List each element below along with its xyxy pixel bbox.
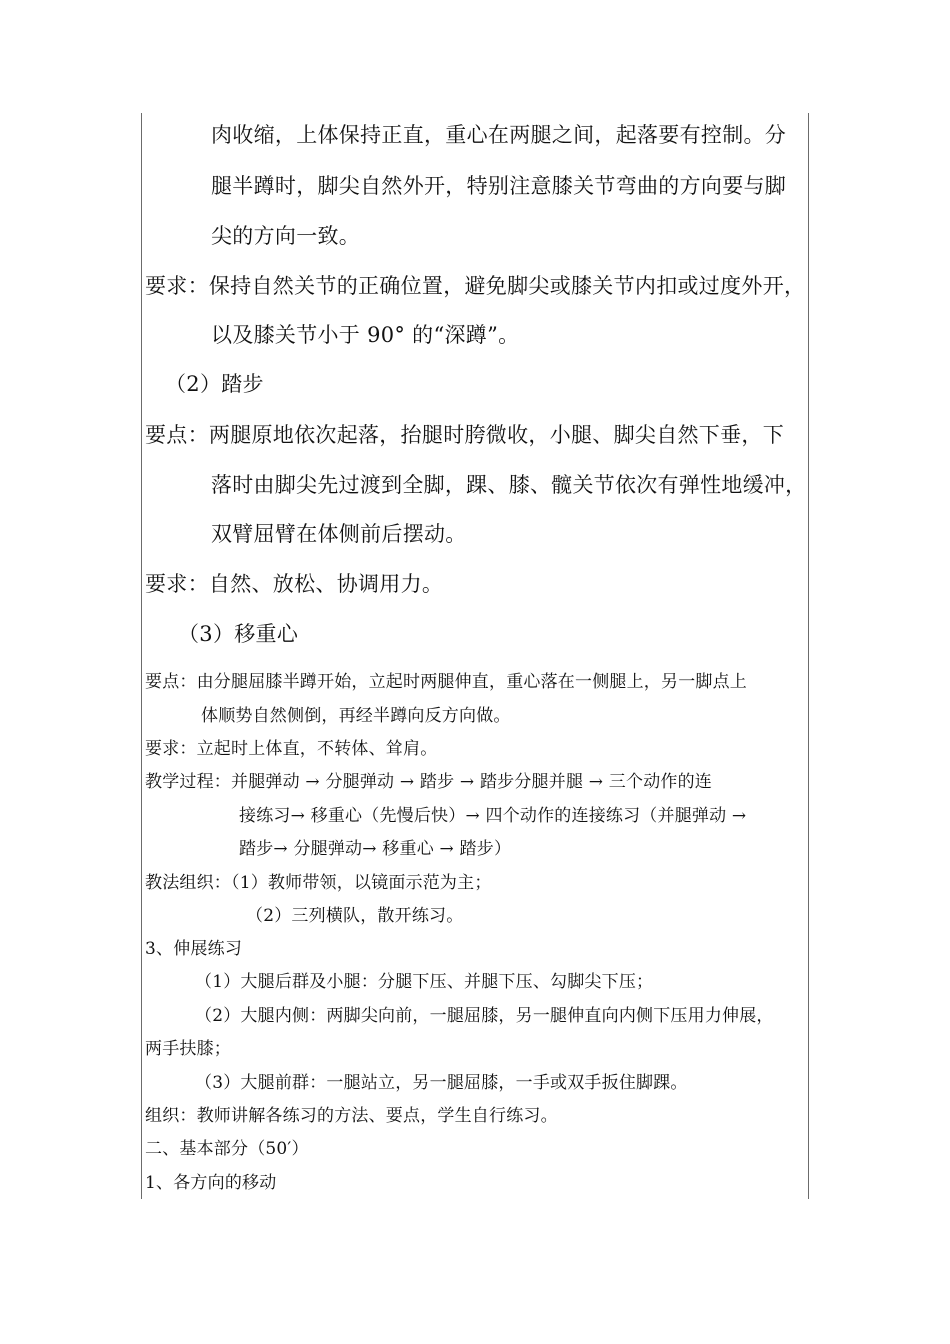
table-right-border — [808, 113, 809, 1199]
organization-line: 组织：教师讲解各练习的方法、要点，学生自行练习。 — [145, 1106, 558, 1126]
teaching-organization-line: 教法组织：（1）教师带领，以镜面示范为主； — [145, 873, 492, 893]
text-line: 两手扶膝； — [145, 1039, 231, 1059]
text-line: 踏步→ 分腿弹动→ 移重心 → 踏步） — [239, 839, 512, 859]
section-heading-basic-part: 二、基本部分（50′） — [145, 1139, 309, 1159]
text-line: 尖的方向一致。 — [211, 224, 361, 248]
text-line: 落时由脚尖先过渡到全脚，踝、膝、髋关节依次有弹性地缓冲， — [211, 473, 807, 497]
key-points-line: 要点：两腿原地依次起落，抬腿时胯微收，小腿、脚尖自然下垂，下 — [145, 423, 784, 447]
table-left-border — [141, 113, 142, 1199]
text-line: （3）大腿前群：一腿站立，另一腿屈膝，一手或双手扳住脚踝。 — [195, 1073, 688, 1093]
teaching-process-line: 教学过程：并腿弹动 → 分腿弹动 → 踏步 → 踏步分腿并腿 → 三个动作的连 — [145, 772, 713, 792]
text-line: 肉收缩，上体保持正直，重心在两腿之间，起落要有控制。分 — [211, 123, 787, 147]
requirement-line: 要求：自然、放松、协调用力。 — [145, 572, 444, 596]
text-line: 以及膝关节小于 90° 的“深蹲”。 — [211, 323, 520, 347]
requirement-line: 要求：保持自然关节的正确位置，避免脚尖或膝关节内扣或过度外开， — [145, 274, 806, 298]
text-line: 体顺势自然侧倒，再经半蹲向反方向做。 — [201, 706, 511, 726]
section-heading-weight-shift: （3）移重心 — [178, 622, 299, 646]
requirement-line: 要求：立起时上体直，不转体、耸肩。 — [145, 739, 438, 759]
text-line: （1）大腿后群及小腿：分腿下压、并腿下压、勾脚尖下压； — [195, 972, 654, 992]
text-line: 双臂屈臂在体侧前后摆动。 — [211, 522, 467, 546]
section-heading-stretch: 3、伸展练习 — [145, 939, 243, 959]
section-heading-movement: 1、各方向的移动 — [145, 1173, 277, 1193]
text-line: （2）大腿内侧：两脚尖向前，一腿屈膝，另一腿伸直向内侧下压用力伸展， — [195, 1006, 774, 1026]
text-line: 接练习→ 移重心（先慢后快）→ 四个动作的连接练习（并腿弹动 → — [239, 806, 747, 826]
text-line: （2）三列横队，散开练习。 — [246, 906, 464, 926]
key-points-line: 要点：由分腿屈膝半蹲开始，立起时两腿伸直，重心落在一侧腿上，另一脚点上 — [145, 672, 747, 692]
section-heading-step: （2）踏步 — [165, 372, 264, 396]
text-line: 腿半蹲时，脚尖自然外开，特别注意膝关节弯曲的方向要与脚 — [211, 174, 787, 198]
